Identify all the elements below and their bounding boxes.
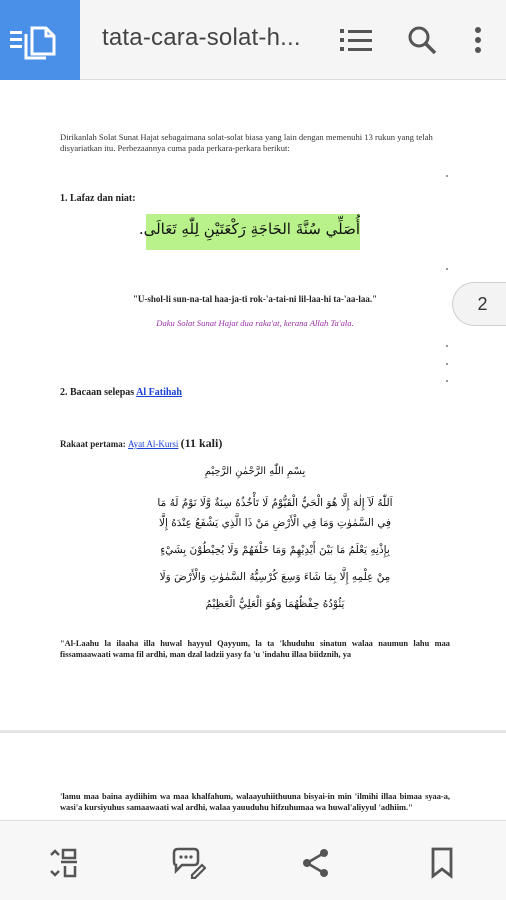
rakaat-label: Rakaat pertama: [60, 439, 128, 449]
comment-edit-icon [170, 847, 206, 879]
margin-dot [446, 175, 448, 177]
margin-dot [446, 268, 448, 270]
bookmark-button[interactable] [422, 843, 462, 883]
overflow-menu-button[interactable] [458, 20, 498, 60]
page-number-indicator[interactable]: 2 [452, 282, 506, 326]
section1-heading: 1. Lafaz dan niat: [60, 193, 136, 204]
niat-transliteration: "U-shol-li sun-na-tal haa-ja-ti rok-'a-tai-ni lil-laa-hi ta-'aa-laa." [132, 294, 378, 304]
ayat-kursi-line-3: بِإِذْنِهِ يَعْلَمُ مَا بَيْنَ أَيْدِيْهِمْ وَمَا خَلْفَهُمْ وَلَا يُحِيْطُوْنَ بِشَيْءٍ [160, 544, 390, 556]
intro-paragraph: Dirikanlah Solat Sunat Hajat sebagaimana solat-solat biasa yang lain dengan memenuhi 13 rukun yang telah disyariatkan itu. Perbezaannya cuma pada perkara-perkara berikut: [60, 132, 433, 153]
al-fatihah-link[interactable]: Al Fatihah [136, 387, 182, 398]
fit-page-icon [47, 846, 81, 880]
share-icon [301, 848, 331, 878]
outline-button[interactable] [336, 20, 376, 60]
margin-dot [446, 380, 448, 382]
pdf-page-2 [0, 732, 506, 833]
margin-dot [446, 363, 448, 365]
search-icon [407, 25, 437, 55]
top-toolbar [0, 0, 506, 80]
app-menu-button[interactable] [0, 0, 80, 80]
copy-document-icon [10, 20, 70, 60]
ayat-kursi-line-1: اَللّٰهُ لَآ إِلٰهَ إِلَّا هُوَ الْحَيُّ الْقَيُّوْمُ لَا تَأْخُذُهُ سِنَةٌ وَّلَا نَوْمٌ لَهُ مَا [157, 497, 393, 509]
niat-translation: Daku Solat Sunat Hajat dua raka'at, kerana Allah Ta'ala. [156, 318, 354, 328]
ayat-kursi-link[interactable]: Ayat Al-Kursi [128, 439, 179, 449]
more-vert-icon [474, 26, 482, 54]
pdf-page-1 [0, 80, 506, 730]
bottom-toolbar [0, 820, 506, 900]
annotate-button[interactable] [168, 843, 208, 883]
page2-transliteration: 'lamu maa baina aydiihim wa maa khalfahum, walaayuhiithuuna bisyai-in min 'ilmihi illaa bimaa syaa-a, wasi'a kursiyuhus samaawaati wal ardhi, walaa yauuduhu hifzuhumaa wa huwal'aliyyul 'adhiim." [60, 792, 450, 812]
search-button[interactable] [402, 20, 442, 60]
rakaat-line [60, 436, 222, 451]
ayat-kursi-line-2: فِي السَّمٰوٰتِ وَمَا فِي الْأَرْضِ مَنْ ذَا الَّذِي يَشْفَعُ عِنْدَهُ إِلَّا [159, 517, 391, 529]
rakaat-count: (11 kali) [180, 436, 223, 450]
ayat-kursi-line-5: يَئُوْدُهُ حِفْظُهُمَا وَهُوَ الْعَلِيُّ الْعَظِيْمُ [205, 598, 345, 610]
list-icon [340, 26, 372, 54]
fit-page-button[interactable] [44, 843, 84, 883]
kursi-transliteration: "Al-Laahu la ilaaha illa huwal hayyul Qayyum, la ta 'khuduhu sinatun walaa naumun lahu maa fissamaawaati wama fil ardhi, man dzal ladzii yasy fa 'u 'indahu illaa biidznih, ya [60, 639, 450, 659]
section2-heading-text: 2. Bacaan selepas [60, 387, 137, 398]
ayat-kursi-line-4: مِنْ عِلْمِهِ إِلَّا بِمَا شَاءَ وَسِعَ كُرْسِيُّهُ السَّمٰوٰتِ وَالْأَرْضَ وَلَا [159, 571, 391, 583]
document-title: tata-cara-solat-h... [102, 24, 301, 51]
margin-dot [446, 345, 448, 347]
share-button[interactable] [296, 843, 336, 883]
niat-arabic: أُصَلِّي سُنَّةَ الحَاجَةِ رَكْعَتَيْنِ لِلّٰهِ تَعَالَى. [138, 220, 360, 238]
section2-heading [60, 387, 182, 398]
bookmark-icon [430, 847, 454, 879]
bismillah: بِسْمِ اللّٰهِ الرَّحْمٰنِ الرَّحِيْمِ [204, 466, 306, 477]
